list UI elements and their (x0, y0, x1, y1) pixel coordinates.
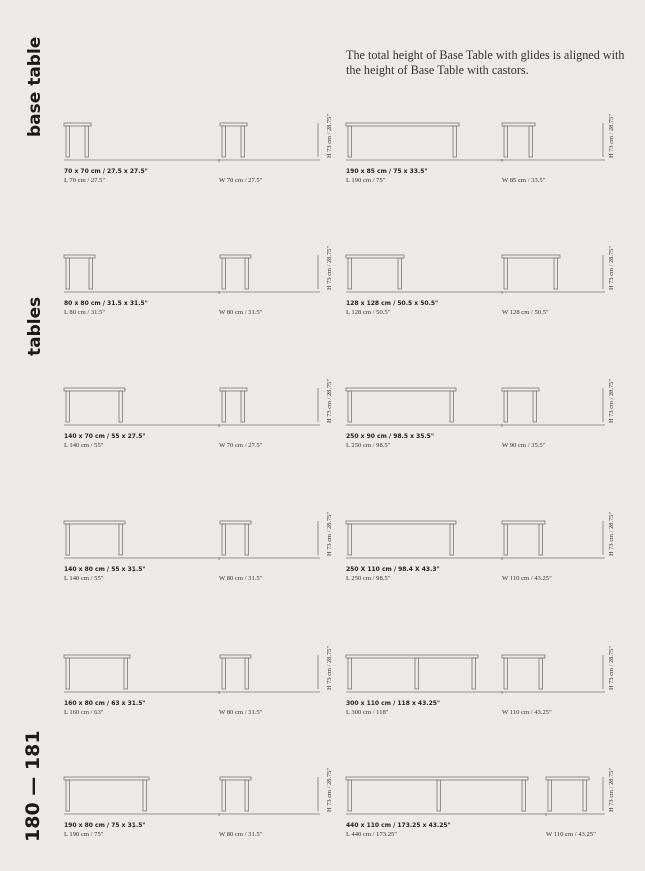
table-left-length-view-2 (64, 388, 125, 422)
length-label-right-2: L 250 cm / 98.5" (346, 442, 391, 449)
dims-title-left-0: 70 x 70 cm / 27.5 x 27.5" (64, 168, 148, 175)
length-label-right-3: L 250 cm / 98.5" (346, 575, 391, 582)
width-label-right-5: W 110 cm / 43.25" (546, 831, 596, 838)
height-label-right-5: H 73 cm / 28.75" (608, 768, 615, 812)
width-label-left-2: W 70 cm / 27.5" (219, 442, 263, 449)
width-label-right-2: W 90 cm / 35.5" (502, 442, 546, 449)
dims-title-left-2: 140 x 70 cm / 55 x 27.5" (64, 433, 146, 440)
table-left-width-view-0 (220, 123, 247, 157)
width-label-left-4: W 80 cm / 31.5" (219, 709, 263, 716)
table-right-width-view-2 (502, 388, 539, 422)
width-label-right-1: W 128 cm / 50.5" (502, 309, 549, 316)
table-left-length-view-3 (64, 521, 125, 555)
height-label-right-1: H 73 cm / 28.75" (608, 246, 615, 290)
height-label-left-5: H 73 cm / 28.75" (326, 768, 333, 812)
section-label-tables: tables (25, 296, 45, 356)
table-right-length-view-2 (346, 388, 456, 422)
height-label-left-0: H 73 cm / 28.75" (326, 114, 333, 158)
table-right-length-view-0 (346, 123, 459, 157)
length-label-left-4: L 160 cm / 63" (64, 709, 104, 716)
table-right-width-view-1 (502, 255, 560, 289)
note-text: The total height of Base Table with glides is aligned with the height of Base Table with castors. (346, 48, 625, 77)
height-label-left-3: H 73 cm / 28.75" (326, 512, 333, 556)
width-label-right-0: W 85 cm / 33.5" (502, 177, 546, 184)
height-label-right-0: H 73 cm / 28.75" (608, 114, 615, 158)
width-label-right-4: W 110 cm / 43.25" (502, 709, 552, 716)
table-left-width-view-3 (220, 521, 251, 555)
length-label-left-2: L 140 cm / 55" (64, 442, 104, 449)
length-label-right-4: L 300 cm / 118" (346, 709, 389, 716)
width-label-left-5: W 80 cm / 31.5" (219, 831, 263, 838)
dims-title-right-1: 128 x 128 cm / 50.5 x 50.5" (346, 300, 439, 307)
length-label-right-1: L 128 cm / 50.5" (346, 309, 391, 316)
length-label-left-1: L 80 cm / 31.5" (64, 309, 106, 316)
width-label-left-3: W 80 cm / 31.5" (219, 575, 263, 582)
dims-title-right-0: 190 x 85 cm / 75 x 33.5" (346, 168, 428, 175)
dims-title-left-4: 160 x 80 cm / 63 x 31.5" (64, 700, 146, 707)
length-label-left-0: L 70 cm / 27.5" (64, 177, 106, 184)
table-right-width-view-0 (502, 123, 535, 157)
dims-title-right-3: 250 X 110 cm / 98.4 X 43.3" (346, 566, 440, 573)
table-left-width-view-5 (220, 777, 251, 811)
dims-title-right-5: 440 x 110 cm / 173.25 x 43.25" (346, 822, 451, 829)
table-right-length-view-1 (346, 255, 404, 289)
dims-title-left-3: 140 x 80 cm / 55 x 31.5" (64, 566, 146, 573)
dims-title-right-2: 250 x 90 cm / 98.5 x 35.5" (346, 433, 434, 440)
width-label-left-1: W 80 cm / 31.5" (219, 309, 263, 316)
page-numbers: 180 — 181 (22, 730, 44, 842)
table-left-length-view-1 (64, 255, 95, 289)
length-label-left-3: L 140 cm / 55" (64, 575, 104, 582)
table-right-width-view-3 (502, 521, 545, 555)
height-label-left-4: H 73 cm / 28.75" (326, 646, 333, 690)
table-left-width-view-2 (220, 388, 247, 422)
width-label-right-3: W 110 cm / 43.25" (502, 575, 552, 582)
table-left-length-view-4 (64, 655, 130, 689)
table-left-length-view-0 (64, 123, 91, 157)
width-label-left-0: W 70 cm / 27.5" (219, 177, 263, 184)
table-right-length-view-5 (346, 777, 528, 811)
height-label-right-2: H 73 cm / 28.75" (608, 379, 615, 423)
height-label-right-3: H 73 cm / 28.75" (608, 512, 615, 556)
table-left-width-view-1 (220, 255, 251, 289)
table-left-length-view-5 (64, 777, 149, 811)
length-label-right-0: L 190 cm / 75" (346, 177, 386, 184)
table-left-width-view-4 (220, 655, 251, 689)
table-right-length-view-4 (346, 655, 478, 689)
length-label-left-5: L 190 cm / 75" (64, 831, 104, 838)
table-right-width-view-5 (546, 777, 589, 811)
dims-title-left-5: 190 x 80 cm / 75 x 31.5" (64, 822, 146, 829)
length-label-right-5: L 440 cm / 173.25" (346, 831, 397, 838)
table-right-width-view-4 (502, 655, 545, 689)
dims-title-right-4: 300 x 110 cm / 118 x 43.25" (346, 700, 441, 707)
height-label-left-2: H 73 cm / 28.75" (326, 379, 333, 423)
height-label-left-1: H 73 cm / 28.75" (326, 246, 333, 290)
section-label-base-table: base table (25, 36, 45, 137)
table-right-length-view-3 (346, 521, 456, 555)
height-label-right-4: H 73 cm / 28.75" (608, 646, 615, 690)
dims-title-left-1: 80 x 80 cm / 31.5 x 31.5" (64, 300, 148, 307)
